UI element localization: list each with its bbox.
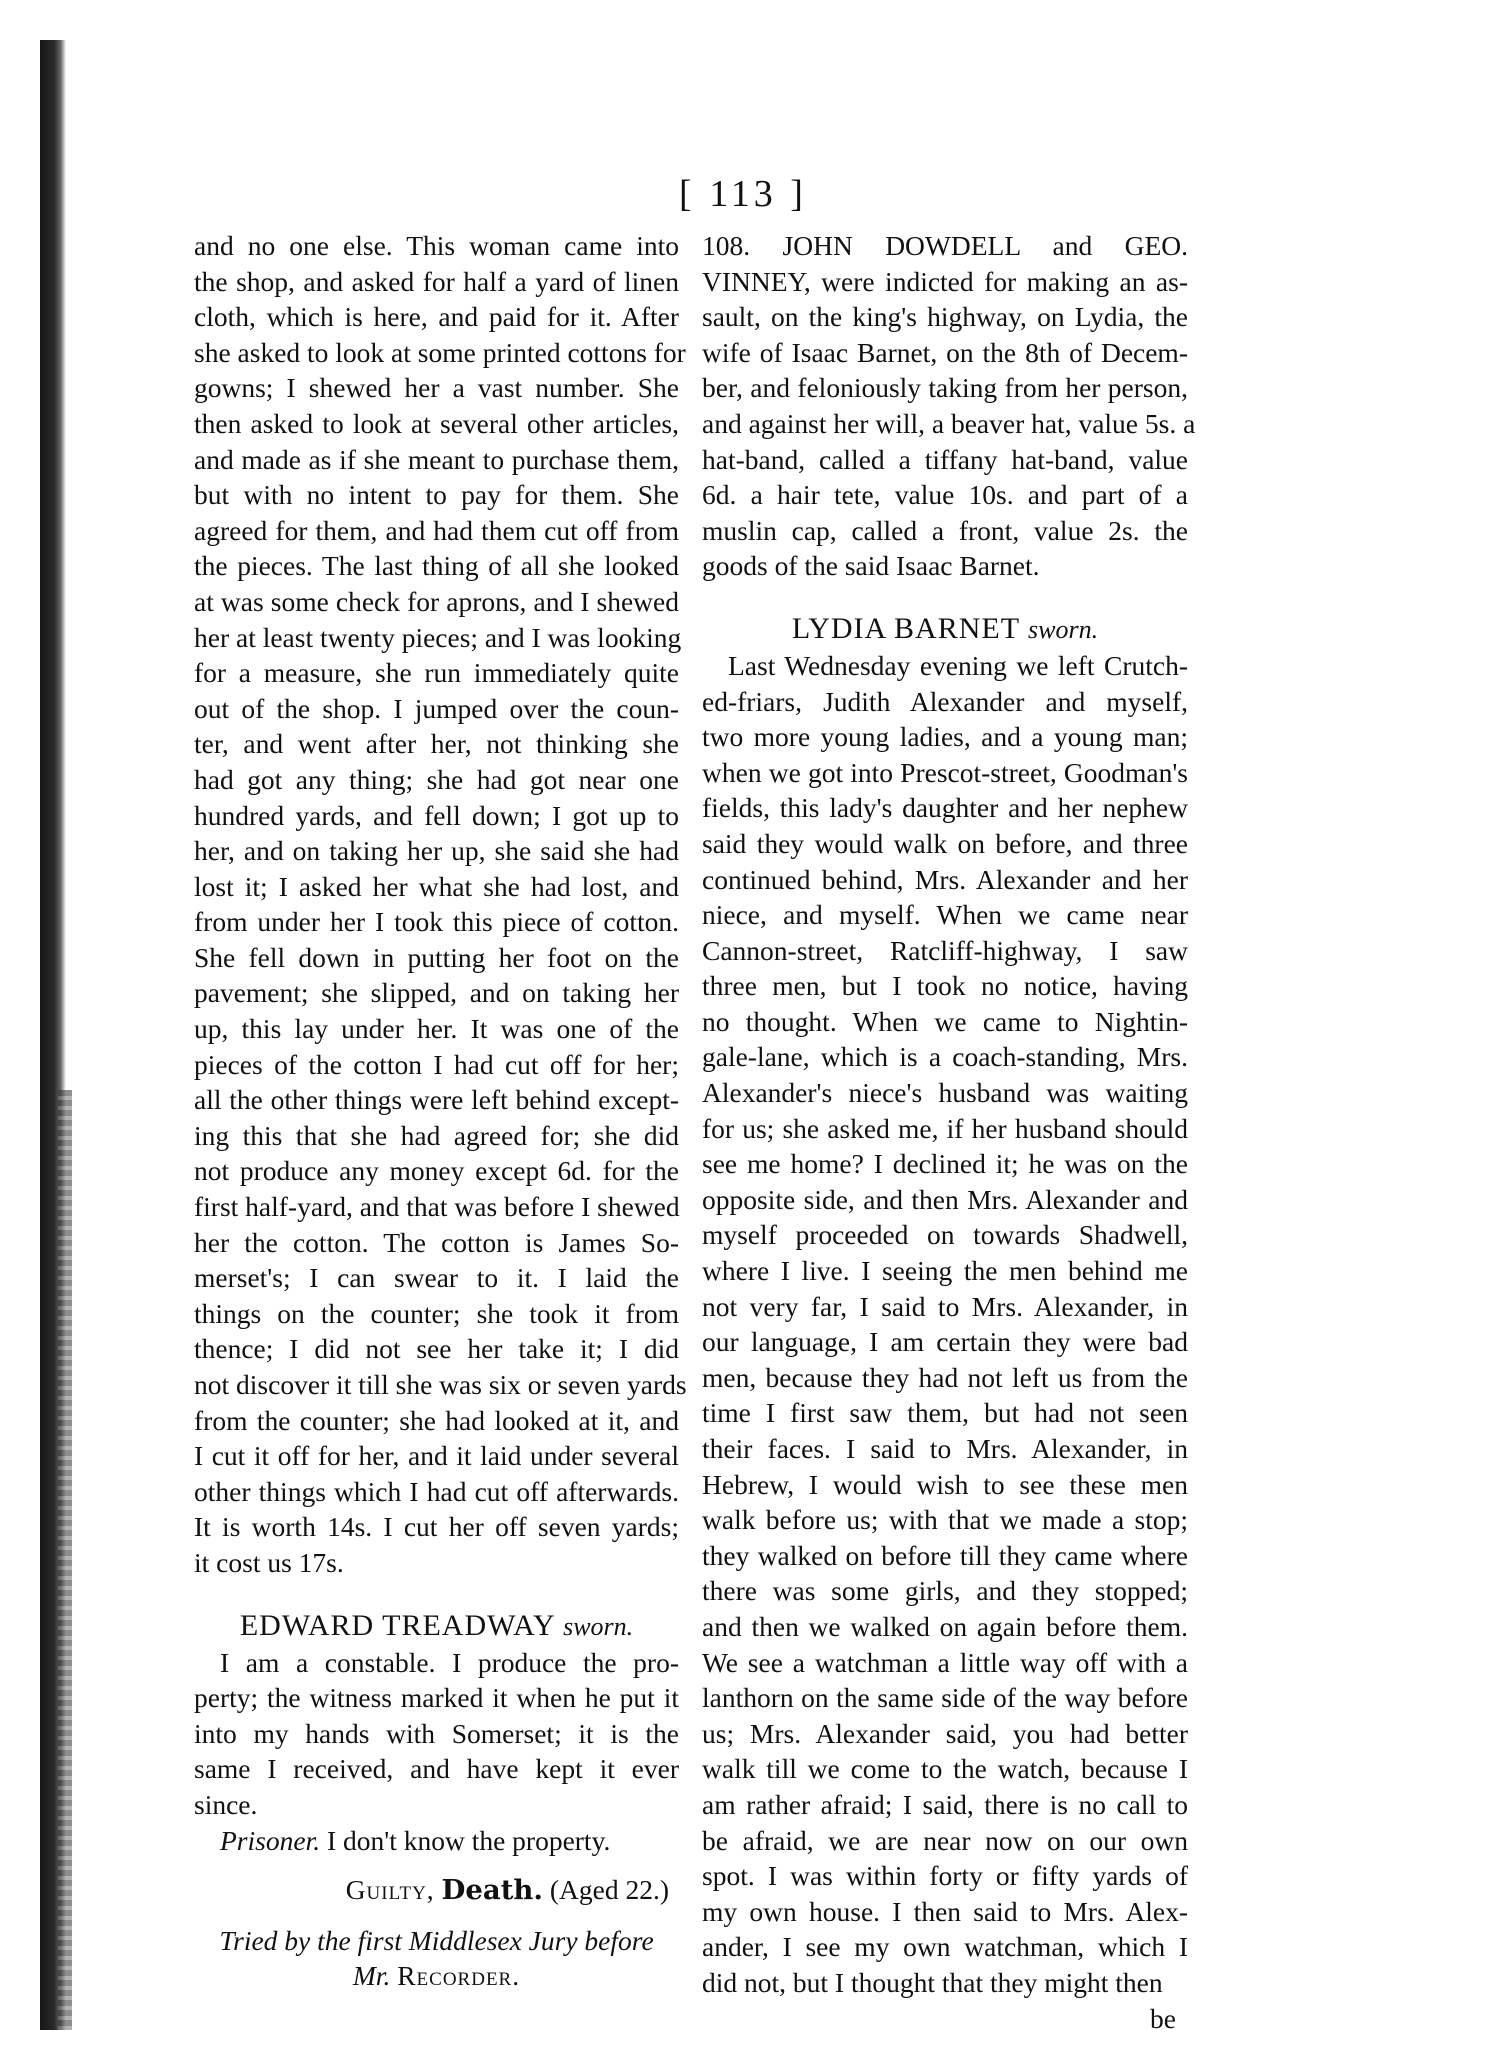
text-line: We see a watchman a little way off with a: [702, 1646, 1188, 1678]
verdict-age: (Aged 22.): [549, 1874, 669, 1906]
tried-recorder: Recorder.: [397, 1960, 521, 1992]
text-line: men, because they had not left us from the: [702, 1361, 1188, 1393]
text-line: Cannon-street, Ratcliff-highway, I saw: [702, 934, 1188, 966]
text-line: goods of the said Isaac Barnet.: [702, 550, 1040, 582]
witness-name: EDWARD TREADWAY: [239, 1608, 555, 1642]
text-line: Last Wednesday evening we left Crutch-: [728, 649, 1188, 681]
text-line: sault, on the king's highway, on Lydia, the: [702, 301, 1188, 333]
text-line: first half-yard, and that was before I shewed: [194, 1191, 680, 1223]
text-line: her the cotton. The cotton is James So-: [194, 1226, 679, 1258]
text-line: my own house. I then said to Mrs. Alex-: [702, 1895, 1188, 1927]
text-line: pavement; she slipped, and on taking her: [194, 977, 679, 1009]
text-line: the shop, and asked for half a yard of linen: [194, 265, 679, 297]
barnet-testimony: [702, 648, 1188, 2001]
text-line: and then we walked on again before them.: [702, 1610, 1188, 1642]
text-line: continued behind, Mrs. Alexander and her: [702, 863, 1188, 895]
text-line: gale-lane, which is a coach-standing, Mrs.: [702, 1041, 1188, 1073]
verdict-guilty: Guilty,: [345, 1874, 435, 1906]
text-line: and no one else. This woman came into: [194, 230, 679, 261]
text-line: where I live. I seeing the men behind me: [702, 1255, 1188, 1287]
text-line: not produce any money except 6d. for the: [194, 1155, 679, 1187]
text-line: ber, and feloniously taking from her person,: [702, 372, 1188, 404]
text-line: there was some girls, and they stopped;: [702, 1575, 1188, 1607]
text-line: spot. I was within forty or fifty yards of: [702, 1860, 1188, 1892]
text-line: hat-band, called a tiffany hat-band, value: [702, 443, 1188, 475]
text-line: It is worth 14s. I cut her off seven yards;: [194, 1511, 679, 1543]
text-line: thence; I did not see her take it; I did: [194, 1333, 679, 1365]
text-line: three men, but I took no notice, having: [702, 970, 1188, 1002]
text-line: ter, and went after her, not thinking she: [194, 728, 679, 760]
text-line: perty; the witness marked it when he put it: [194, 1682, 679, 1714]
text-line: walk till we come to the watch, because I: [702, 1753, 1188, 1785]
text-line: VINNEY, were indicted for making an as-: [702, 265, 1188, 297]
text-line: other things which I had cut off afterwards.: [194, 1475, 679, 1507]
text-line: since.: [194, 1788, 258, 1820]
text-line: from the counter; she had looked at it, and: [194, 1404, 679, 1436]
text-line: she asked to look at some printed cottons for: [194, 336, 686, 368]
text-line: her, and on taking her up, she said she had: [194, 835, 679, 867]
text-line: they walked on before till they came where: [702, 1539, 1188, 1571]
text-line: no thought. When we came to Nightin-: [702, 1005, 1188, 1037]
text-line: same I received, and have kept it ever: [194, 1753, 679, 1785]
treadway-testimony: [194, 1645, 679, 1823]
witness-name: LYDIA BARNET: [791, 611, 1020, 645]
text-line: ander, I see my own watchman, which I: [702, 1931, 1188, 1963]
text-line: not discover it till she was six or seven yards: [194, 1369, 687, 1400]
text-line: wife of Isaac Barnet, on the 8th of Decem-: [702, 336, 1188, 368]
text-line: had got any thing; she had got near one: [194, 763, 679, 795]
text-line: her at least twenty pieces; and I was looking: [194, 621, 682, 653]
text-line: lost it; I asked her what she had lost, and: [194, 870, 679, 902]
text-line: time I first saw them, but had not seen: [702, 1397, 1188, 1429]
text-line: us; Mrs. Alexander said, you had better: [702, 1717, 1188, 1749]
text-line: see me home? I declined it; he was on the: [702, 1148, 1188, 1180]
text-line: fields, this lady's daughter and her nephew: [702, 792, 1188, 824]
text-line: myself proceeded on towards Shadwell,: [702, 1219, 1188, 1251]
verdict: [194, 1872, 679, 1909]
left-testimony: [194, 228, 687, 1581]
page-number: [ 113 ]: [679, 173, 807, 215]
text-line: I cut it off for her, and it laid under several: [194, 1440, 679, 1472]
text-line: not very far, I said to Mrs. Alexander, in: [702, 1290, 1188, 1322]
text-line: Alexander's niece's husband was waiting: [702, 1077, 1188, 1109]
text-line: ed-friars, Judith Alexander and myself,: [702, 685, 1188, 717]
text-line: our language, I am certain they were bad: [702, 1326, 1188, 1358]
tried-mr: Mr.: [352, 1960, 391, 1992]
tried-line-2: [194, 1958, 679, 1994]
text-line: and made as if she meant to purchase them,: [194, 443, 679, 475]
text-line: ing this that she had agreed for; she did: [194, 1119, 679, 1151]
text-line: from under her I took this piece of cotton.: [194, 906, 679, 938]
text-line: did not, but I thought that they might then: [702, 1966, 1163, 1998]
text-line: the pieces. The last thing of all she looked: [194, 550, 679, 582]
text-line: cloth, which is here, and paid for it. After: [194, 301, 679, 333]
text-line: agreed for them, and had them cut off from: [194, 514, 679, 546]
text-line: for a measure, she run immediately quite: [194, 657, 679, 689]
text-line: it cost us 17s.: [194, 1546, 344, 1578]
witness-heading-barnet: [702, 610, 1188, 648]
text-line: pieces of the cotton I had cut off for her;: [194, 1048, 679, 1080]
text-line: merset's; I can swear to it. I laid the: [194, 1262, 679, 1294]
text-line: into my hands with Somerset; it is the: [194, 1717, 679, 1749]
text-line: Hebrew, I would wish to see these men: [702, 1468, 1188, 1500]
prisoner-text: I don't know the property.: [326, 1824, 611, 1856]
text-line: two more young ladies, and a young man;: [702, 721, 1188, 753]
text-line: I am a constable. I produce the pro-: [220, 1646, 679, 1678]
case-heading: 108. JOHN DOWDELL and GEO.: [702, 230, 1188, 261]
text-line: walk before us; with that we made a stop;: [702, 1504, 1188, 1536]
case-indictment: [702, 264, 1196, 584]
catchword: be: [1150, 2002, 1176, 2034]
witness-sworn: sworn.: [563, 1611, 634, 1641]
text-line: gowns; I shewed her a vast number. She: [194, 372, 679, 404]
text-line: but with no intent to pay for them. She: [194, 479, 679, 511]
text-line: muslin cap, called a front, value 2s. the: [702, 514, 1188, 546]
text-line: out of the shop. I jumped over the coun-: [194, 692, 679, 724]
text-line: then asked to look at several other articles,: [194, 407, 679, 439]
text-line: all the other things were left behind except-: [194, 1084, 679, 1116]
text-line: and against her will, a beaver hat, value 5s. a: [702, 407, 1196, 439]
verdict-death: Death.: [441, 1874, 543, 1907]
text-line: at was some check for aprons, and I shewed: [194, 585, 679, 617]
text-line: niece, and myself. When we came near: [702, 899, 1188, 931]
text-line: hundred yards, and fell down; I got up to: [194, 799, 679, 831]
text-line: for us; she asked me, if her husband should: [702, 1112, 1188, 1144]
prisoner-label: Prisoner.: [220, 1824, 321, 1856]
text-line: am rather afraid; I said, there is no call to: [702, 1788, 1188, 1820]
text-line: 6d. a hair tete, value 10s. and part of a: [702, 479, 1188, 511]
text-line: their faces. I said to Mrs. Alexander, in: [702, 1433, 1188, 1464]
right-column: [702, 228, 1196, 2036]
tried-line-1: Tried by the first Middlesex Jury before: [219, 1924, 654, 1956]
witness-sworn: sworn.: [1028, 614, 1099, 644]
text-line: things on the counter; she took it from: [194, 1297, 679, 1329]
text-line: be afraid, we are near now on our own: [702, 1824, 1188, 1856]
text-line: said they would walk on before, and three: [702, 827, 1188, 859]
text-line: up, this lay under her. It was one of the: [194, 1013, 679, 1045]
text-line: lanthorn on the same side of the way before: [702, 1682, 1188, 1714]
book-binding-edge: [40, 40, 66, 2030]
text-line: opposite side, and then Mrs. Alexander and: [702, 1183, 1188, 1215]
witness-heading-treadway: [194, 1607, 679, 1645]
text-line: She fell down in putting her foot on the: [194, 941, 679, 973]
text-line: when we got into Prescot-street, Goodman's: [702, 756, 1188, 788]
left-column: [194, 228, 687, 1994]
prisoner-statement: [194, 1823, 679, 1859]
